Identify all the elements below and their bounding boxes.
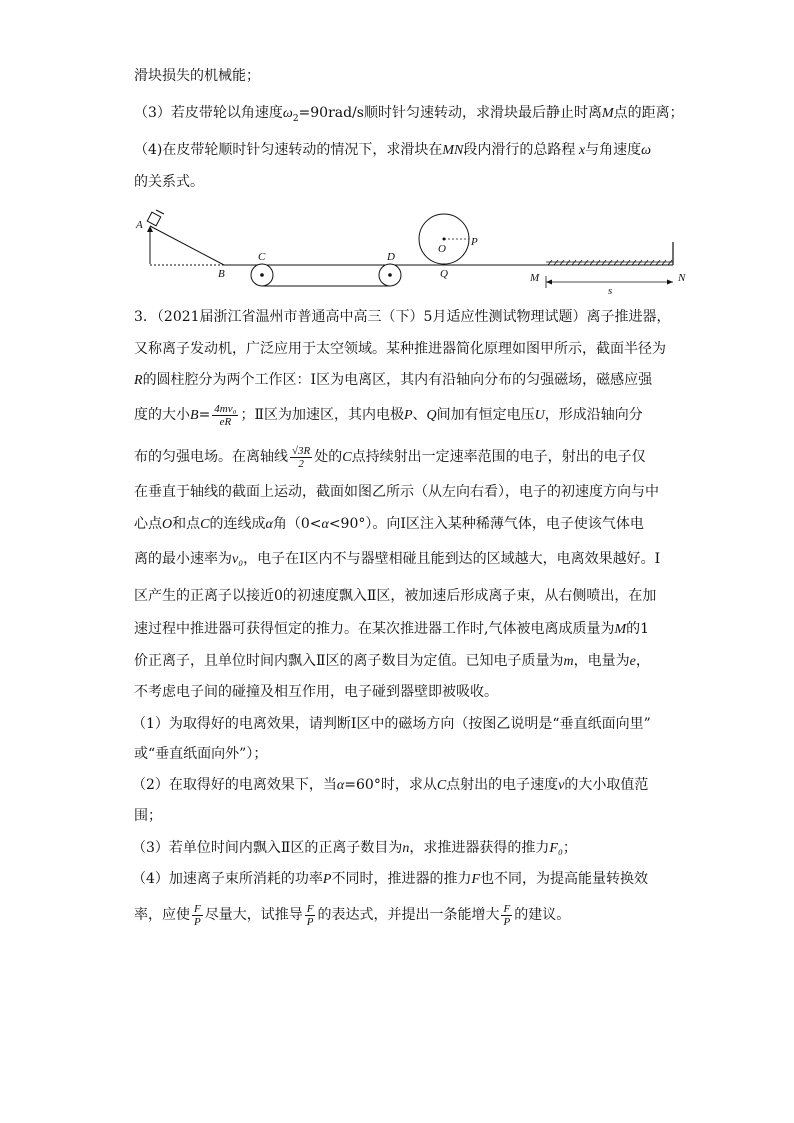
label-s: s	[608, 285, 613, 294]
fraction-f-over-p-3: $\frac{F}{P}$	[503, 902, 511, 928]
slider-block	[147, 212, 161, 226]
q3-line-10: 速过程中推进器可获得恒定的推力。在某次推进器工作时,气体被电离成质量为M的1	[134, 621, 650, 637]
sub-question-1a: （1）为取得好的电离效果，请判断Ⅰ区中的磁场方向（按图乙说明是“垂直纸面向里”	[132, 716, 651, 732]
fraction-f-over-p-2: $\frac{F}{P}$	[306, 902, 314, 928]
label-a: A	[136, 219, 143, 231]
text-line-3: （4)在皮带轮顺时针匀速转动的情况下，求滑块在MN段内滑行的总路程 x与角速度ω	[134, 142, 651, 158]
label-c: C	[258, 251, 266, 263]
q3-line-12: 不考虑电子间的碰撞及相互作用，电子碰到器壁即被吸收。	[134, 684, 498, 700]
sub-question-4a: （4）加速离子束所消耗的功率P不同时，推进器的推力F也不同，为提高能量转换效	[132, 871, 649, 887]
q3-line-9: 区产生的正离子以接近0的初速度飘入Ⅱ区，被加速后形成离子束，从右侧喷出，在加	[134, 588, 657, 604]
block-arrow	[156, 210, 164, 214]
q3-line-7: 心点O和点C的连线成α角（0<α<90°）。向Ⅰ区注入某种稀薄气体，电子使该气体电	[134, 516, 644, 532]
q3-line-11: 价正离子，且单位时间内飘入Ⅱ区的离子数目为定值。已知电子质量为m，电量为e，	[134, 653, 650, 669]
label-b: B	[218, 268, 225, 280]
q3-line-3: R的圆柱腔分为两个工作区：Ⅰ区为电离区，其内有沿轴向分布的匀强磁场，磁感应强	[134, 372, 653, 388]
q3-line-4: 度的大小B= $\frac{\text{4mv₀}}{eR}$ ；Ⅱ区为加速区，其内电极P、Q间加有恒定电压U，形成沿轴向分	[134, 402, 643, 428]
fraction-distance: $\frac{√3R}{2}$	[292, 444, 311, 470]
label-n: N	[678, 272, 686, 284]
label-p: P	[471, 236, 478, 248]
q3-line-8: 离的最小速率为v₀，电子在Ⅰ区内不与器壁相碰且能到达的区域越大，电离效果越好。Ⅰ	[134, 551, 661, 567]
sub-question-2b: 围；	[134, 808, 162, 824]
label-m: M	[530, 272, 540, 284]
conveyor-figure	[128, 204, 698, 294]
sub-question-2a: （2）在取得好的电离效果下，当α=60°时，求从C点射出的电子速度v的大小取值范	[132, 777, 649, 793]
q3-line-6: 在垂直于轴线的截面上运动，截面如图乙所示（从左向右看），电子的初速度方向与中	[134, 484, 659, 500]
fraction-f-over-p-1: $\frac{F}{P}$	[194, 902, 201, 928]
text-line-1: 滑块损失的机械能；	[134, 68, 260, 84]
q3-line-5: 布的匀强电场。在离轴线 $\frac{√3R}{2}$ 处的C点持续射出一定速率范围的电子，射出的电子仅	[134, 444, 646, 470]
incline	[150, 226, 224, 265]
label-o: O	[438, 243, 446, 255]
sub-question-1b: 或“垂直纸面向外”）；	[134, 746, 268, 762]
text-line-4: 的关系式。	[134, 174, 204, 190]
q3-line-1: 3．（2021届浙江省温州市普通高中高三（下）5月适应性测试物理试题）离子推进器，	[134, 309, 671, 325]
fraction-b: $\frac{\text{4mv₀}}{eR}$	[214, 402, 237, 428]
sub-question-4b: 率，应使 $\frac{F}{P}$ 尽量大，试推导 $\frac{F}{P}$ 的表达式，并提出一条能增大 $\frac{F}{P}$ 的建议。	[134, 902, 571, 928]
q3-line-2: 又称离子发动机，广泛应用于太空领域。某种推进器简化原理如图甲所示，截面半径为	[134, 341, 666, 357]
label-q: Q	[440, 268, 448, 280]
text-line-2: （3）若皮带轮以角速度$\omega_2=90rad/s$顺时针匀速转动，求滑块最后静止时离M点的距离；	[134, 105, 684, 124]
rough-hatch	[548, 260, 672, 265]
sub-question-3: （3）若单位时间内飘入Ⅱ区的正离子数目为n，求推进器获得的推力F₀；	[132, 840, 577, 856]
label-d: D	[387, 251, 395, 263]
